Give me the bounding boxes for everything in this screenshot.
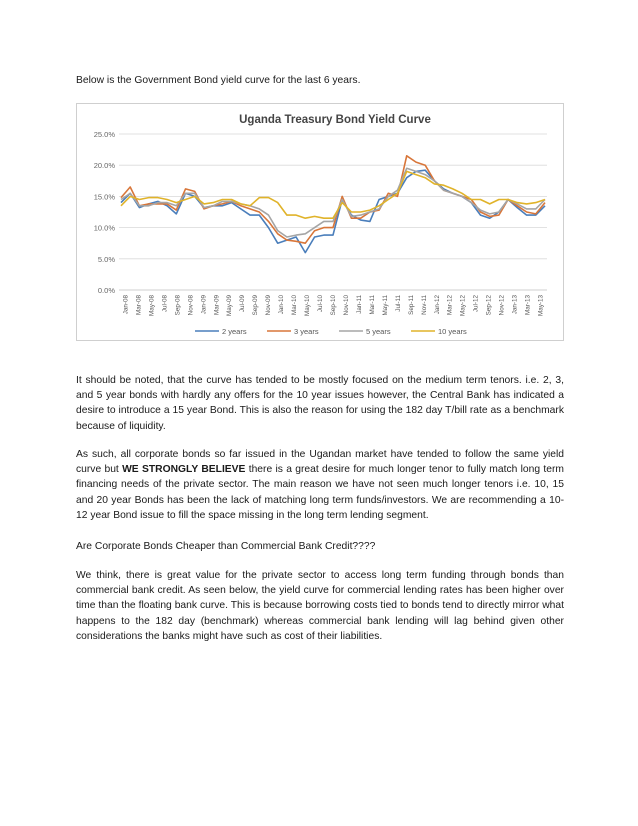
legend-label: 5 years (366, 327, 391, 336)
x-tick-label: May-09 (226, 295, 234, 316)
x-tick-label: Mar-09 (213, 295, 221, 315)
x-tick-label: Sep-12 (485, 295, 493, 316)
para2-emphasis: WE STRONGLY BELIEVE (122, 464, 246, 476)
y-tick-label: 15.0% (93, 192, 115, 202)
section-heading: Are Corporate Bonds Cheaper than Commercial Bank Credit???? (76, 541, 376, 552)
x-tick-label: Jan-10 (278, 295, 286, 315)
x-tick-label: Jul-09 (239, 295, 247, 313)
x-tick-label: Mar-10 (291, 295, 299, 315)
x-tick-label: Jan-11 (355, 295, 363, 314)
x-tick-label: Nov-09 (265, 295, 273, 316)
y-tick-label: 0.0% (97, 286, 115, 295)
x-tick-label: May-13 (537, 295, 545, 316)
x-tick-label: Mar-13 (524, 295, 532, 315)
x-tick-label: May-10 (304, 295, 312, 316)
paragraph-medium-term: It should be noted, that the curve has tended to be mostly focused on the medium term tenors. i.e. 2, 3, and 5 year bonds with hardly any offers for the 10 year issues however, the Central Bank has indicated a desire to introduce a 15 year Bond. This is also the reason for using the 182 day T/bill rate as a benchmark because of liquidity. (76, 375, 564, 432)
x-tick-label: May-12 (459, 295, 467, 316)
yield-curve-chart (76, 103, 564, 341)
x-tick-label: Jul-12 (472, 295, 480, 313)
x-tick-label: Mar-12 (446, 295, 454, 315)
x-tick-label: Mar-08 (135, 295, 143, 315)
x-tick-label: May-11 (381, 295, 389, 316)
x-tick-label: Sep-10 (330, 295, 337, 316)
chart-svg (77, 104, 563, 340)
y-tick-label: 25.0% (93, 130, 115, 139)
legend-label: 3 years (294, 327, 319, 336)
para2-before: As such, all corporate bonds so far issued in the Ugandan market have tended to follow the same yield curve but (76, 449, 564, 476)
paragraph-corporate-bonds (76, 447, 564, 523)
intro-text: Below is the Government Bond yield curve for the last 6 years. (76, 75, 361, 86)
legend-label: 2 years (222, 327, 247, 336)
x-tick-label: Mar-11 (368, 295, 376, 315)
legend-label: 10 years (438, 327, 467, 336)
x-tick-label: May-08 (148, 295, 156, 316)
series-line-2-years (121, 170, 545, 252)
y-tick-label: 10.0% (93, 223, 115, 233)
x-tick-label: Jul-08 (161, 295, 169, 313)
chart-title: Uganda Treasury Bond Yield Curve (239, 114, 431, 126)
x-tick-label: Nov-11 (420, 295, 428, 315)
x-tick-label: Sep-08 (174, 295, 182, 316)
para2-after: there is a great desire for much longer tenor to fully match long term financing needs of the private sector. The main reason we have not seen much longer tenors i.e. 10, 15 and 20 year Bonds has been the lack of matching long term funds/investors. We are recommending a 10-12 year Bond issue to fill the space missing in the long term lending segment. (76, 464, 564, 521)
paragraph-value: We think, there is great value for the private sector to access long term funding through bonds than commercial bank credit. As seen below, the yield curve for commercial lending rates has been higher over time than the floating bank curve. This is because borrowing costs tied to bonds tend to directly mirror what happens to the 182 day (benchmark) whereas commercial bank lending will lag behind given other considerations the banks might have such as cost of their liabilities. (76, 570, 564, 642)
x-tick-label: Jan-12 (433, 295, 441, 315)
x-tick-label: Nov-12 (498, 295, 506, 316)
x-tick-label: Nov-10 (342, 295, 350, 316)
x-tick-label: Jan-09 (200, 295, 208, 315)
x-tick-label: Jan-13 (511, 295, 519, 315)
x-tick-label: Jan-08 (122, 295, 130, 315)
y-tick-label: 5.0% (97, 254, 115, 264)
x-tick-label: Nov-08 (187, 295, 195, 316)
x-tick-label: Sep-11 (407, 295, 415, 315)
y-tick-label: 20.0% (93, 161, 115, 171)
x-tick-label: Jul-11 (394, 295, 402, 312)
x-tick-label: Jul-10 (317, 295, 325, 313)
x-tick-label: Sep-09 (252, 295, 260, 316)
